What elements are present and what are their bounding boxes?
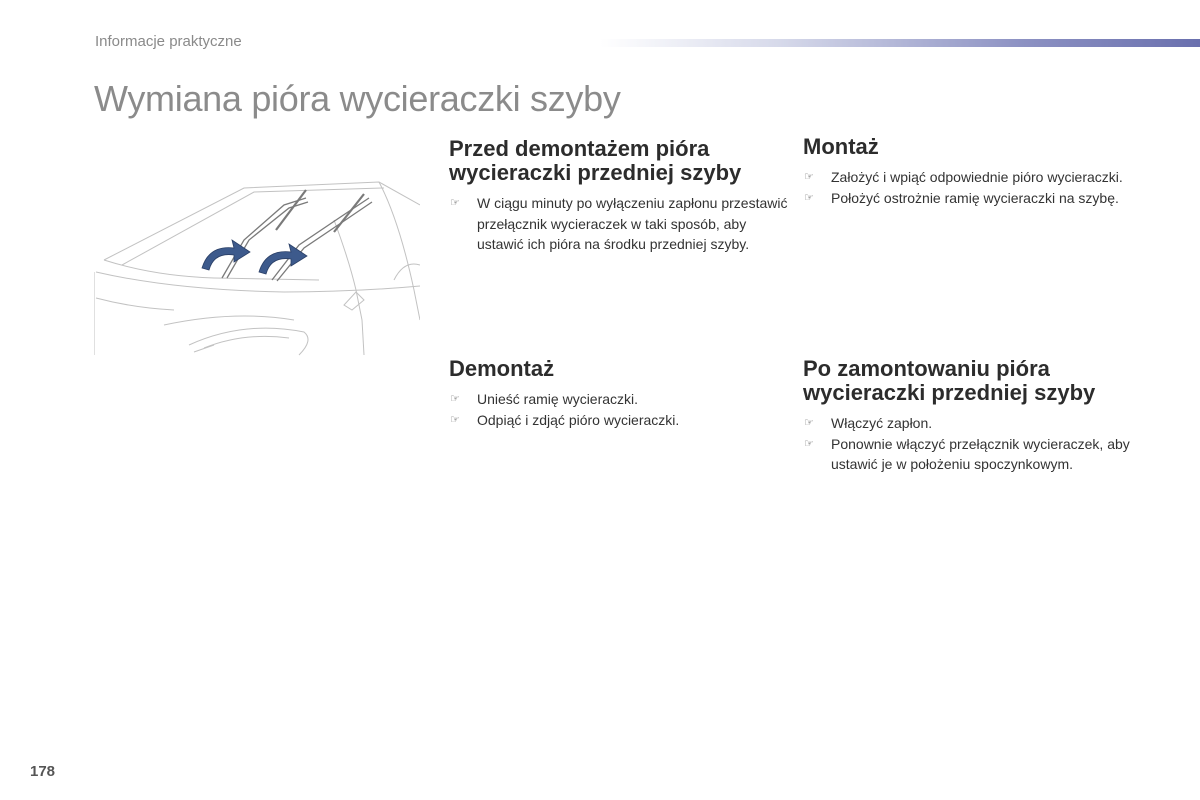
- list-item: [449, 193, 789, 255]
- section-title: Demontaż: [449, 356, 555, 381]
- step-list: [803, 413, 1143, 475]
- section-title: Przed demontażem pióra wycieraczki przedniej szyby: [449, 136, 742, 185]
- list-item: [803, 188, 1133, 209]
- list-item-text: Położyć ostrożnie ramię wycieraczki na szybę.: [831, 189, 1119, 206]
- header-bar: [600, 39, 1200, 47]
- hand-pointer-icon: ☞: [804, 417, 814, 429]
- page-number: 178: [30, 763, 56, 780]
- list-item: [803, 413, 1143, 434]
- section-removal: [449, 357, 789, 430]
- list-item-text: Założyć i wpiąć odpowiednie pióro wycieraczki.: [831, 169, 1123, 185]
- list-item: [449, 410, 789, 431]
- section-before-removal: [449, 137, 789, 255]
- step-list: [449, 389, 789, 430]
- list-item: [803, 167, 1133, 188]
- list-item-text: Włączyć zapłon.: [831, 415, 933, 431]
- section-mounting: [803, 135, 1133, 208]
- hand-pointer-icon: ☞: [450, 413, 460, 426]
- list-item: [449, 389, 789, 410]
- section-after-mounting: [803, 357, 1143, 475]
- list-item-text: Odpiąć i zdjąć pióro wycieraczki.: [477, 411, 680, 428]
- hand-pointer-icon: ☞: [804, 437, 814, 450]
- list-item-text: Unieść ramię wycieraczki.: [477, 391, 639, 407]
- step-list: [803, 167, 1133, 208]
- page-title: Wymiana pióra wycieraczki szyby: [94, 78, 621, 119]
- list-item-text: Ponownie włączyć przełącznik wycieraczek, aby ustawić je w położeniu spoczynkowym.: [831, 435, 1130, 472]
- step-list: [449, 193, 789, 255]
- list-item: [803, 434, 1143, 475]
- hand-pointer-icon: ☞: [804, 191, 814, 204]
- hand-pointer-icon: ☞: [450, 393, 460, 405]
- section-title: Montaż: [803, 134, 879, 159]
- hand-pointer-icon: ☞: [804, 171, 814, 183]
- list-item-text: W ciągu minuty po wyłączeniu zapłonu przestawić przełącznik wycieraczek w taki sposób, aby ustawić ich pióra na środku przedniej szyby.: [477, 195, 788, 252]
- hand-pointer-icon: ☞: [450, 197, 460, 209]
- section-label: Informacje praktyczne: [95, 33, 242, 50]
- section-title: Po zamontowaniu pióra wycieraczki przedniej szyby: [803, 356, 1096, 405]
- windscreen-wipers-illustration: [94, 160, 420, 360]
